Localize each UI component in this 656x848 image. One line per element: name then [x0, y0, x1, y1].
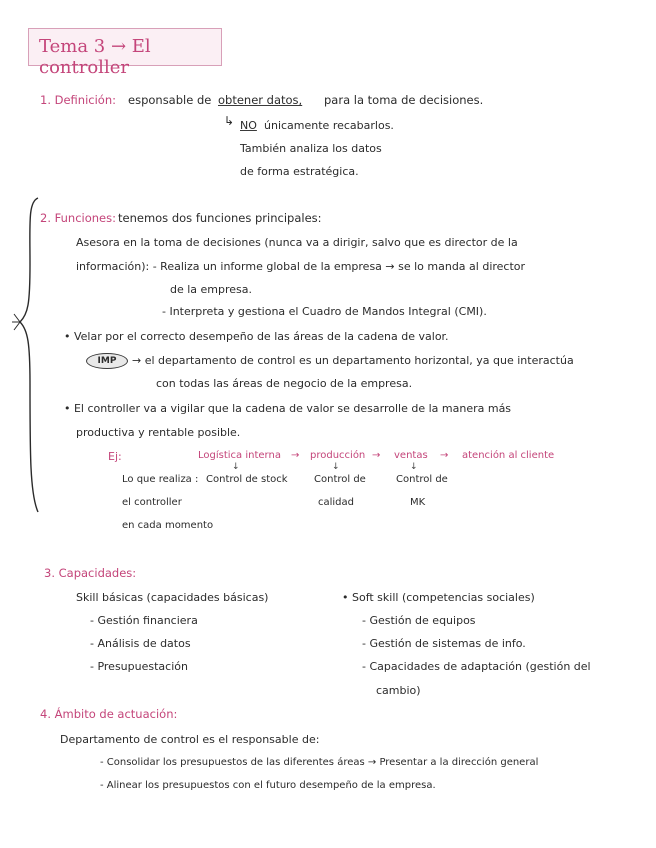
funciones-heading: 2. Funciones:: [40, 211, 116, 225]
imp-badge: IMP: [86, 353, 128, 369]
funcion2-line2: → el departamento de control es un departamento horizontal, ya que interactúa: [132, 354, 574, 367]
ejemplo-left1: Lo que realiza :: [122, 474, 199, 485]
chain-produccion: producción: [310, 450, 366, 461]
definicion-sub1: únicamente recabarlos.: [264, 119, 394, 132]
funcion1-line1: Asesora en la toma de decisiones (nunca va a dirigir, salvo que es director de la: [76, 236, 518, 249]
hard-skill-item: - Presupuestación: [90, 660, 188, 673]
control-mk-1: Control de: [396, 474, 448, 485]
title-box: [28, 28, 222, 78]
funcion2-line1: • Velar por el correcto desempeño de las áreas de la cadena de valor.: [64, 330, 449, 343]
definicion-sub3: de forma estratégica.: [240, 165, 359, 178]
down-arrow-icon: ↓: [232, 462, 240, 472]
soft-skill-title: • Soft skill (competencias sociales): [342, 591, 535, 604]
chain-arrow-2: →: [372, 450, 381, 461]
definicion-line1-post: para la toma de decisiones.: [324, 93, 484, 107]
sub-arrow-icon: ↳: [224, 114, 235, 128]
brace-icon: [8, 194, 42, 516]
ejemplo-label: Ej:: [108, 450, 122, 463]
control-mk-2: MK: [410, 497, 426, 508]
ambito-item: - Alinear los presupuestos con el futuro desempeño de la empresa.: [100, 780, 436, 791]
funcion3-line2: productiva y rentable posible.: [76, 426, 241, 439]
soft-skill-item: - Capacidades de adaptación (gestión del: [362, 660, 591, 673]
down-arrow-icon: ↓: [410, 462, 418, 472]
control-calidad-2: calidad: [318, 497, 355, 508]
funciones-intro: tenemos dos funciones principales:: [118, 211, 322, 225]
ambito-item: - Consolidar los presupuestos de las diferentes áreas → Presentar a la dirección general: [100, 757, 539, 768]
soft-skill-item: - Gestión de sistemas de info.: [362, 637, 526, 650]
definicion-line1-underlined: obtener datos,: [218, 93, 303, 107]
definicion-heading: 1. Definición:: [40, 93, 117, 107]
hard-skill-title: Skill básicas (capacidades básicas): [76, 591, 269, 604]
chain-atencion: atención al cliente: [462, 450, 555, 461]
chain-ventas: ventas: [394, 450, 428, 461]
control-calidad-1: Control de: [314, 474, 366, 485]
ambito-intro: Departamento de control es el responsable de:: [60, 733, 320, 746]
definicion-sub2: También analiza los datos: [240, 142, 382, 155]
hard-skill-item: - Gestión financiera: [90, 614, 198, 627]
chain-arrow-1: →: [291, 450, 300, 461]
funcion2-line3: con todas las áreas de negocio de la empresa.: [156, 377, 413, 390]
capacidades-heading: 3. Capacidades:: [44, 566, 137, 580]
definicion-no: NO: [240, 119, 257, 132]
ejemplo-left2: el controller: [122, 497, 182, 508]
soft-skill-item-cont: cambio): [376, 684, 421, 697]
definicion-line1-pre: esponsable de: [128, 93, 212, 107]
hard-skill-item: - Análisis de datos: [90, 637, 191, 650]
funcion1-line3: de la empresa.: [170, 283, 253, 296]
chain-arrow-3: →: [440, 450, 449, 461]
funcion1-line4: - Interpreta y gestiona el Cuadro de Mandos Integral (CMI).: [162, 305, 487, 318]
page-title: Tema 3 → El controller: [39, 36, 151, 78]
ejemplo-left3: en cada momento: [122, 520, 214, 531]
soft-skill-item: - Gestión de equipos: [362, 614, 476, 627]
control-stock: Control de stock: [206, 474, 288, 485]
funcion1-line2: información): - Realiza un informe global de la empresa → se lo manda al director: [76, 260, 526, 273]
chain-logistica: Logística interna: [198, 450, 281, 461]
ambito-heading: 4. Ámbito de actuación:: [40, 707, 178, 721]
funcion3-line1: • El controller va a vigilar que la cadena de valor se desarrolle de la manera más: [64, 402, 512, 415]
down-arrow-icon: ↓: [332, 462, 340, 472]
